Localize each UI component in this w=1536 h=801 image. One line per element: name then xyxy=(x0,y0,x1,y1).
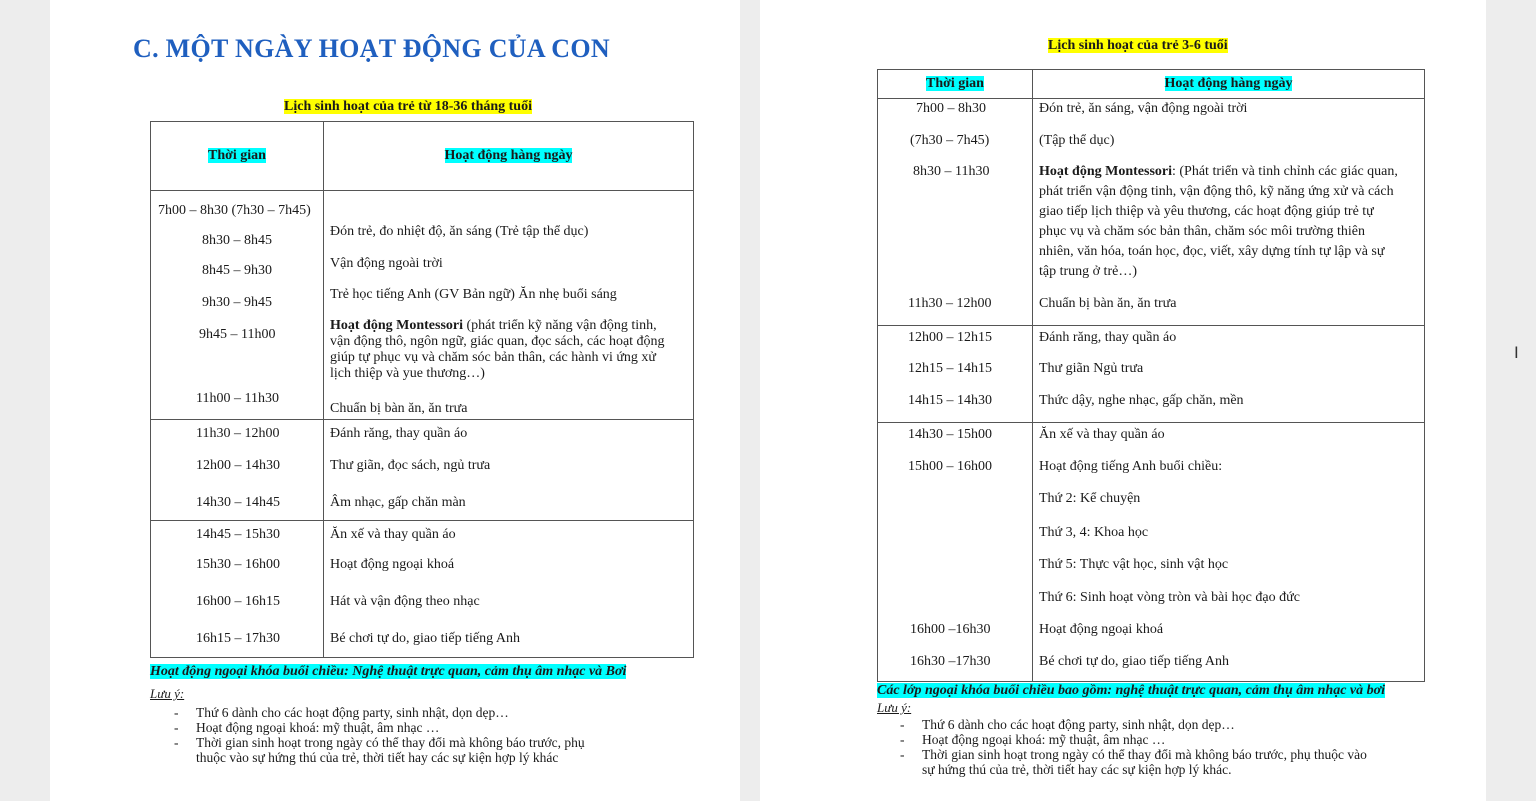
notes-list xyxy=(170,705,690,765)
activity-label: Bé chơi tự do, giao tiếp tiếng Anh xyxy=(1039,654,1229,669)
note-item: - Hoạt động ngoại khoá: mỹ thuật, âm nhạc … xyxy=(170,720,690,735)
activity-label: Đánh răng, thay quần áo xyxy=(330,426,468,441)
activity-label: Đón trẻ, đo nhiệt độ, ăn sáng (Trẻ tập thể dục) xyxy=(330,224,589,239)
montessori-bold: Hoạt động Montessori xyxy=(330,318,463,333)
activity-label: Thức dậy, nghe nhạc, gấp chăn, mền xyxy=(1039,393,1244,408)
activity-label: Trẻ học tiếng Anh (GV Bản ngữ) Ăn nhẹ buổi sáng xyxy=(330,287,617,302)
note-label: Lưu ý: xyxy=(877,700,912,715)
activity-cell-group-3 xyxy=(1033,423,1425,682)
extracurricular-note xyxy=(877,683,1385,699)
time-label: 16h15 – 17h30 xyxy=(196,631,280,646)
time-cell-group-2 xyxy=(878,326,1033,423)
header-time-text: Thời gian xyxy=(926,76,984,91)
table-caption-toddler xyxy=(284,99,532,115)
activity-cell-group-2 xyxy=(1033,326,1425,423)
caption-text: Lịch sinh hoạt của trẻ từ 18-36 tháng tuổi xyxy=(284,99,532,114)
time-label: 8h45 – 9h30 xyxy=(202,263,272,278)
table-caption-preschool xyxy=(1048,38,1228,54)
time-cell-group-1 xyxy=(151,191,324,420)
caption-text: Lịch sinh hoạt của trẻ 3-6 tuổi xyxy=(1048,38,1228,53)
montessori-bold: Hoạt động Montessori xyxy=(1039,164,1172,179)
time-label: 11h00 – 11h30 xyxy=(196,391,279,406)
activity-cell-group-3 xyxy=(324,521,694,658)
montessori-line: phục vụ và chăm sóc bản thân, chăm sóc môi trường thiên xyxy=(1039,224,1366,239)
montessori-line-1 xyxy=(330,318,657,334)
time-label: 12h15 – 14h15 xyxy=(908,361,992,376)
section-heading: C. MỘT NGÀY HOẠT ĐỘNG CỦA CON xyxy=(133,34,610,63)
note-continuation-text: thuộc vào sự hứng thú của trẻ, thời tiết hay các sự kiện hợp lý khác xyxy=(196,750,559,765)
note-item: - Thứ 6 dành cho các hoạt động party, sinh nhật, dọn dẹp… xyxy=(896,717,1456,732)
time-label: (7h30 – 7h45) xyxy=(910,133,990,148)
activity-label: Hoạt động ngoại khoá xyxy=(1039,622,1164,637)
column-header-time xyxy=(151,122,324,191)
notes-list xyxy=(896,717,1456,777)
activity-label: Thứ 5: Thực vật học, sinh vật học xyxy=(1039,557,1229,572)
note-continuation-text: sự hứng thú của trẻ, thời tiết hay các sự kiện hợp lý khác. xyxy=(922,762,1232,777)
column-header-time xyxy=(878,70,1033,99)
preschool-schedule-table xyxy=(877,69,1425,682)
activity-label: Vận động ngoài trời xyxy=(330,256,443,271)
time-label: 14h30 – 15h00 xyxy=(908,427,992,442)
time-label: 11h30 – 12h00 xyxy=(908,296,992,311)
activity-label: Ăn xế và thay quần áo xyxy=(1039,427,1165,442)
montessori-line: phát triển vận động tinh, vận động thô, kỹ năng ứng xử và cách xyxy=(1039,184,1394,199)
activity-label: Bé chơi tự do, giao tiếp tiếng Anh xyxy=(330,631,520,646)
montessori-line: vận động thô, ngôn ngữ, giác quan, đọc sách, các hoạt động xyxy=(330,334,665,349)
note-label: Lưu ý: xyxy=(150,686,185,701)
montessori-line: tập trung ở trẻ…) xyxy=(1039,264,1137,279)
activity-label: Thư giãn, đọc sách, ngủ trưa xyxy=(330,458,491,473)
montessori-line: giao tiếp lịch thiệp và yêu thương, các hoạt động giúp trẻ tự xyxy=(1039,204,1374,219)
time-label: 12h00 – 12h15 xyxy=(908,330,992,345)
activity-label: Thứ 3, 4: Khoa học xyxy=(1039,525,1149,540)
time-cell-group-3 xyxy=(151,521,324,658)
activity-label: Đánh răng, thay quần áo xyxy=(1039,330,1177,345)
time-cell-group-3 xyxy=(878,423,1033,682)
activity-label: Chuẩn bị bàn ăn, ăn trưa xyxy=(1039,296,1177,311)
montessori-line-1 xyxy=(1039,164,1398,180)
time-label: 8h30 – 11h30 xyxy=(913,164,990,179)
montessori-line: nhiên, văn hóa, toán học, đọc, viết, xây dựng tính tự lập và sự xyxy=(1039,244,1385,259)
note-item-continuation xyxy=(896,762,1456,777)
time-label: 16h30 –17h30 xyxy=(910,654,991,669)
activity-label: Chuẩn bị bàn ăn, ăn trưa xyxy=(330,401,468,416)
time-label: 12h00 – 14h30 xyxy=(196,458,280,473)
note-title-text: Hoạt động ngoại khóa buổi chiều: Nghệ thuật trực quan, cảm thụ âm nhạc và Bơi xyxy=(150,664,627,679)
activity-label: (Tập thể dục) xyxy=(1039,133,1115,148)
document-page-right xyxy=(760,0,1486,801)
note-item: - Thời gian sinh hoạt trong ngày có thể thay đổi mà không báo trước, phụ xyxy=(170,735,690,750)
time-label: 14h45 – 15h30 xyxy=(196,527,280,542)
time-label: 9h45 – 11h00 xyxy=(199,327,276,342)
activity-cell-group-2 xyxy=(324,420,694,521)
activity-label: Thứ 2: Kể chuyện xyxy=(1039,491,1141,506)
activity-label: Thứ 6: Sinh hoạt vòng tròn và bài học đạo đức xyxy=(1039,590,1300,605)
note-item-continuation xyxy=(170,750,690,765)
note-item: - Thời gian sinh hoạt trong ngày có thể thay đổi mà không báo trước, phụ thuộc vào xyxy=(896,747,1456,762)
time-label: 11h30 – 12h00 xyxy=(196,426,280,441)
time-cell-group-2 xyxy=(151,420,324,521)
montessori-line: lịch thiệp và yue thương…) xyxy=(330,366,485,381)
time-label: 8h30 – 8h45 xyxy=(202,233,272,248)
activity-label: Ăn xế và thay quần áo xyxy=(330,527,456,542)
column-header-activity xyxy=(324,122,694,191)
time-label: 9h30 – 9h45 xyxy=(202,295,272,310)
time-label: 15h00 – 16h00 xyxy=(908,459,992,474)
note-item: - Thứ 6 dành cho các hoạt động party, sinh nhật, dọn dẹp… xyxy=(170,705,690,720)
activity-cell-group-1 xyxy=(1033,99,1425,326)
activity-label: Hoạt động tiếng Anh buổi chiều: xyxy=(1039,459,1223,474)
column-header-activity xyxy=(1033,70,1425,99)
time-label: 7h00 – 8h30 (7h30 – 7h45) xyxy=(158,203,311,218)
time-label: 16h00 – 16h15 xyxy=(196,594,280,609)
note-title-text: Các lớp ngoại khóa buổi chiều bao gồm: nghệ thuật trực quan, cảm thụ âm nhạc và bơi xyxy=(877,683,1386,698)
document-page-left xyxy=(50,0,740,801)
time-label: 15h30 – 16h00 xyxy=(196,557,280,572)
header-time-text: Thời gian xyxy=(208,148,266,163)
time-label: 7h00 – 8h30 xyxy=(916,101,986,116)
time-label: 16h00 –16h30 xyxy=(910,622,991,637)
activity-cell-group-1 xyxy=(324,191,694,420)
activity-label: Hát và vận động theo nhạc xyxy=(330,594,480,609)
activity-label: Hoạt động ngoại khoá xyxy=(330,557,455,572)
montessori-text: (phát triển kỹ năng vận động tinh, xyxy=(463,318,657,333)
note-item: - Hoạt động ngoại khoá: mỹ thuật, âm nhạc … xyxy=(896,732,1456,747)
toddler-schedule-table xyxy=(150,121,694,658)
activity-label: Đón trẻ, ăn sáng, vận động ngoài trời xyxy=(1039,101,1248,116)
time-label: 14h30 – 14h45 xyxy=(196,495,280,510)
header-activity-text: Hoạt động hàng ngày xyxy=(1164,76,1293,91)
time-label: 14h15 – 14h30 xyxy=(908,393,992,408)
text-cursor-icon: I xyxy=(1514,343,1519,362)
montessori-line: giúp tự phục vụ và chăm sóc bản thân, các hành vi ứng xử xyxy=(330,350,657,365)
extracurricular-note xyxy=(150,664,626,680)
activity-label: Thư giãn Ngủ trưa xyxy=(1039,361,1144,376)
montessori-text: : (Phát triển và tinh chỉnh các giác quan, xyxy=(1172,164,1398,179)
activity-label: Âm nhạc, gấp chăn màn xyxy=(330,495,466,510)
time-cell-group-1 xyxy=(878,99,1033,326)
header-activity-text: Hoạt động hàng ngày xyxy=(444,148,573,163)
